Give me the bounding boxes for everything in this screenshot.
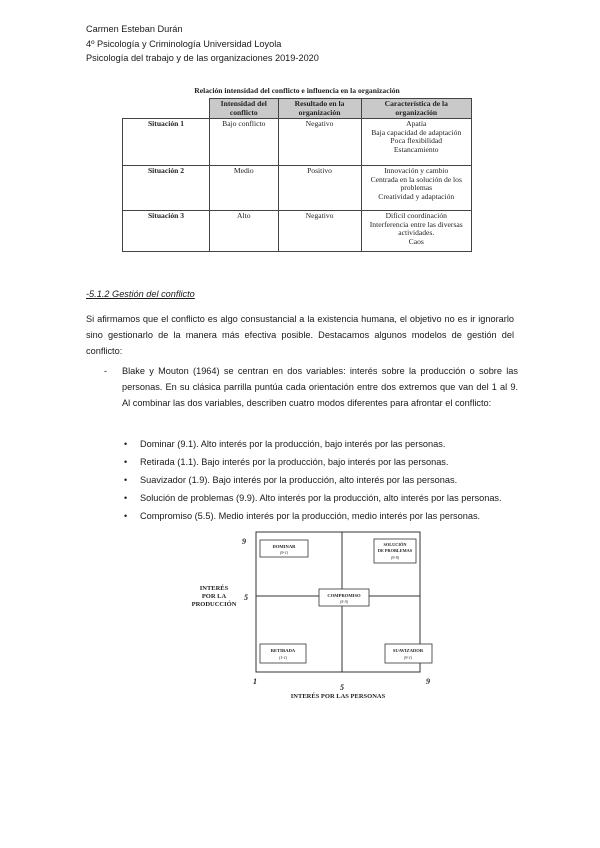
table-corner-cell <box>123 99 210 119</box>
table-row <box>123 211 472 252</box>
conflict-table <box>122 98 472 252</box>
trait-line: Baja capacidad de adaptación <box>371 127 462 137</box>
box-suavizador-code: (9-1) <box>403 655 413 660</box>
x-axis-label: INTERÉS POR LAS PERSONAS <box>290 693 386 700</box>
y-tick-top: 9 <box>242 537 246 546</box>
table-column-header: Resultado en la organización <box>278 99 361 119</box>
result-cell: Positivo <box>278 166 361 211</box>
box-compromiso-label: COMPROMISO <box>327 593 361 598</box>
dash-marker: - <box>104 366 108 376</box>
box-suavizador-label: SUAVIZADOR <box>392 648 424 653</box>
box-suavizador <box>385 644 432 663</box>
bullet-dot-icon: • <box>124 475 128 485</box>
managerial-grid-figure <box>190 530 450 705</box>
sub-list-item-text: Solución de problemas (9.9). Alto interés por la producción, alto interés por las personas. <box>140 493 502 503</box>
conflict-table-figure <box>122 86 472 252</box>
result-cell: Negativo <box>278 119 361 166</box>
sub-list-item <box>122 436 516 452</box>
situation-cell: Situación 2 <box>123 166 210 211</box>
table-title: Relación intensidad del conflicto e influencia en la organización <box>194 86 400 95</box>
table-column-header: Intensidad del conflicto <box>210 99 279 119</box>
traits-cell <box>361 119 471 166</box>
sub-list-item <box>122 490 516 506</box>
x-tick-right: 9 <box>426 677 430 686</box>
sub-list-item-text: Retirada (1.1). Bajo interés por la producción, bajo interés por las personas. <box>140 457 449 467</box>
intro-paragraph: Si afirmamos que el conflicto es algo consustancial a la existencia humana, el objetivo no es ir ignorarlo sino gestionarlo de la manera más efectiva posible. Destacamos algunos modelos de gestión del conflicto: <box>86 314 514 356</box>
trait-line: Centrada en la solución de los problemas <box>370 174 462 193</box>
trait-line: Interferencia entre las diversas actividades. <box>369 219 463 238</box>
y-axis-label-line: INTERÉS <box>199 585 229 592</box>
trait-line: Creatividad y adaptación <box>378 191 455 201</box>
sub-list-item <box>122 454 516 470</box>
box-solucion-label: SOLUCIÓN <box>383 542 407 547</box>
x-tick-mid: 5 <box>340 683 344 692</box>
table-row <box>123 166 472 211</box>
y-axis-label-line: PRODUCCIÓN <box>191 601 237 608</box>
table-row <box>123 119 472 166</box>
box-solucion-code: (9-9) <box>390 555 400 560</box>
author-name: Carmen Esteban Durán <box>86 24 183 34</box>
sub-list <box>122 436 516 526</box>
result-cell: Negativo <box>278 211 361 252</box>
box-solucion-label-2: DE PROBLEMAS <box>377 548 413 553</box>
sub-list-item-text: Dominar (9.1). Alto interés por la producción, bajo interés por las personas. <box>140 439 446 449</box>
situation-cell: Situación 3 <box>123 211 210 252</box>
program-name: 4º Psicología y Criminología Universidad Loyola <box>86 38 282 49</box>
y-tick-mid: 5 <box>244 593 248 602</box>
y-axis-label-line: POR LA <box>201 593 227 600</box>
trait-line: Estancamiento <box>393 144 439 154</box>
trait-line: Innovación y cambio <box>384 166 449 176</box>
sub-list-item <box>122 508 516 524</box>
intensity-cell: Medio <box>210 166 279 211</box>
table-column-header: Característica de la organización <box>361 99 471 119</box>
sub-list-item-text: Compromiso (5.5). Medio interés por la producción, medio interés por las personas. <box>140 511 481 521</box>
section-heading: -5.1.2 Gestión del conflicto <box>86 289 195 299</box>
trait-line: Poca flexibilidad <box>390 136 443 146</box>
trait-line: Caos <box>408 236 424 246</box>
x-tick-left: 1 <box>253 677 257 686</box>
intensity-cell: Alto <box>210 211 279 252</box>
box-retirada-label: RETIRADA <box>270 648 296 653</box>
trait-line: Difícil coordinación <box>385 211 447 221</box>
bullet-dot-icon: • <box>124 439 128 449</box>
box-dominar-code: (9-1) <box>279 550 289 555</box>
box-dominar-label: DOMINAR <box>272 544 296 549</box>
bullet-dot-icon: • <box>124 511 128 521</box>
course-name: Psicología del trabajo y de las organizaciones 2019-2020 <box>86 53 319 63</box>
traits-cell <box>361 166 471 211</box>
document-header <box>86 22 319 66</box>
traits-cell <box>361 211 471 252</box>
box-retirada-code: (1-1) <box>278 655 288 660</box>
intensity-cell: Bajo conflicto <box>210 119 279 166</box>
box-compromiso-code: (5-5) <box>339 599 349 604</box>
bullet-dot-icon: • <box>124 457 128 467</box>
sub-list-item-text: Suavizador (1.9). Bajo interés por la producción, alto interés por las personas. <box>140 475 458 485</box>
box-retirada <box>260 644 306 663</box>
bullet-dot-icon: • <box>124 493 128 503</box>
trait-line: Apatía <box>406 119 427 129</box>
situation-cell: Situación 1 <box>123 119 210 166</box>
table-header-row <box>123 99 472 119</box>
sub-list-item <box>122 472 516 488</box>
list-item-text: Blake y Mouton (1964) se centran en dos variables: interés sobre la producción o sobre las personas. En su clásica parrilla puntúa cada orientación entre dos extremos que van del 1 al 9. Al combinar las dos variables, describen cuatro modos diferentes para afrontar el conflicto: <box>122 366 518 408</box>
